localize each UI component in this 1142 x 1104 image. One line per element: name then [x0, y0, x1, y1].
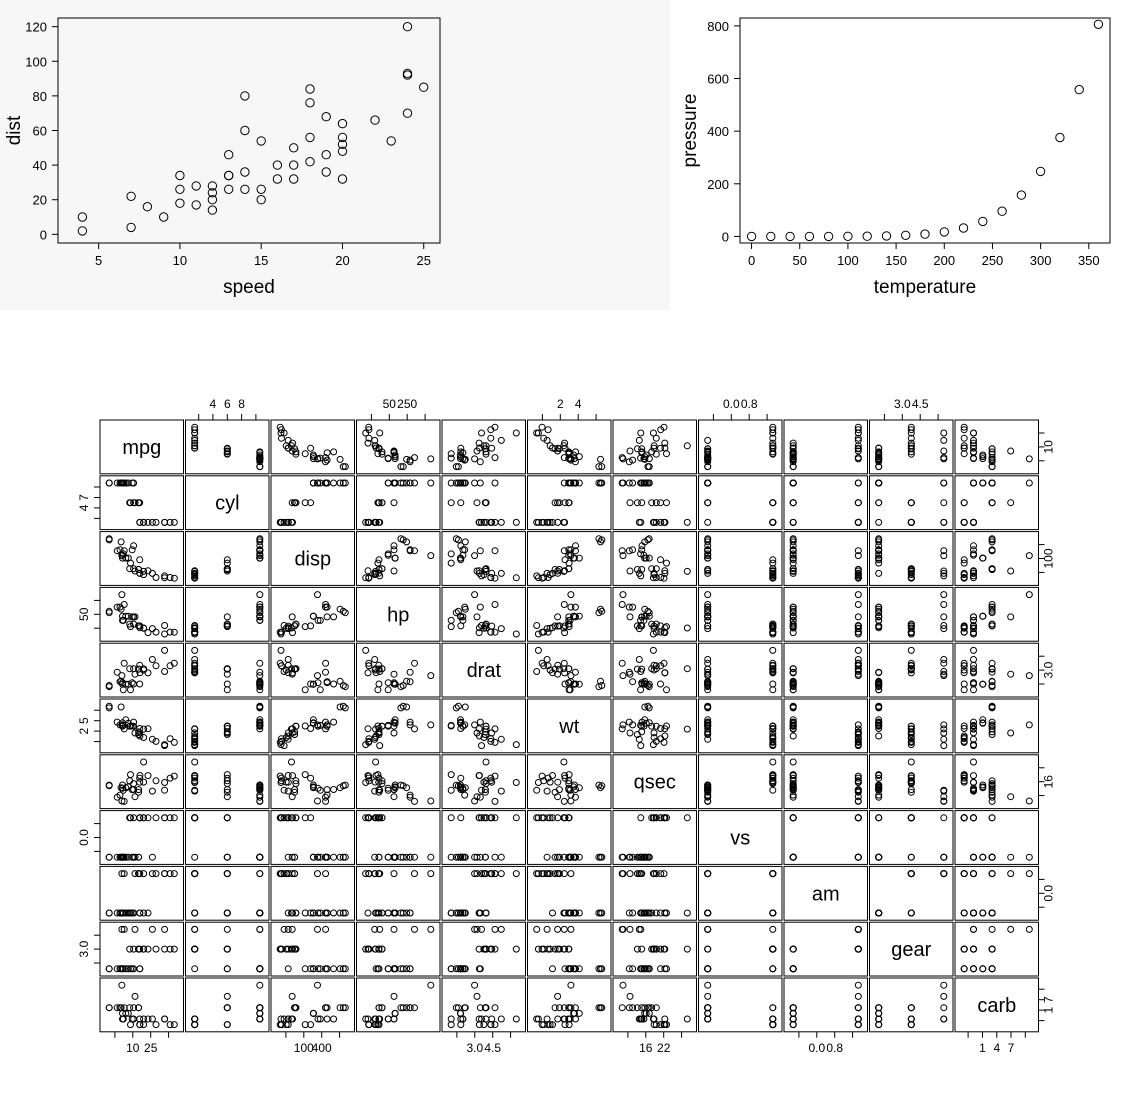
cars-y-tick-label: 100 [25, 54, 47, 70]
pressure-points [747, 20, 1102, 241]
cars-scatter-svg [0, 0, 670, 310]
cars-points [78, 23, 428, 236]
cars-x-tick-label: 20 [335, 253, 350, 268]
pairs-diagonal-label: qsec [633, 771, 676, 794]
pairs-bottom-tick-label: 22 [657, 1040, 671, 1055]
pairs-bottom-tick-label: 0.0 [808, 1040, 826, 1055]
pressure-x-tick-label: 200 [933, 253, 956, 268]
cars-y-tick-label: 120 [25, 19, 47, 35]
pairs-diagonal-label: cyl [215, 492, 240, 515]
pressure-y-tick-label: 600 [707, 71, 729, 87]
pressure-x-axis-title: temperature [873, 277, 977, 298]
cars-y-tick-label: 60 [32, 123, 47, 139]
pairs-left-tick-label: 2 [77, 727, 91, 735]
pairs-scatterplot-matrix-svg [0, 310, 1142, 1104]
pairs-diagonal-label: mpg [122, 436, 162, 459]
pairs-right-tick-label: 100 [1041, 548, 1056, 569]
pairs-matrix-panel [0, 310, 1142, 1104]
cars-y-tick-label: 80 [32, 88, 47, 104]
pairs-top-tick-label: 250 [397, 397, 418, 411]
pairs-bottom-tick-label: 10 [126, 1040, 140, 1055]
cars-y-axis-title: dist [4, 115, 25, 146]
pressure-x-tick-label: 150 [885, 253, 907, 268]
pairs-bottom-tick-label: 4.5 [484, 1040, 502, 1055]
pressure-plot-panel [670, 0, 1142, 310]
cars-plot-panel [0, 0, 670, 310]
pairs-left-tick-label: 4 [77, 504, 91, 512]
pairs-bottom-tick-label: 0.8 [826, 1040, 844, 1055]
pairs-diagonal-label: wt [559, 715, 580, 738]
pressure-y-tick-label: 200 [707, 176, 729, 192]
pairs-bottom-tick-label: 4 [993, 1040, 1001, 1055]
pairs-top-tick-label: 8 [238, 397, 245, 411]
pairs-bottom-tick-label: 25 [144, 1040, 158, 1055]
pairs-right-tick-label: 10 [1041, 440, 1056, 454]
pairs-diagonal-label: vs [730, 827, 751, 850]
cars-y-tick-label: 20 [32, 192, 47, 208]
cars-y-tick-label: 40 [32, 158, 47, 174]
pairs-top-tick-label: 0.8 [740, 397, 758, 411]
pairs-top-tick-label: 50 [382, 397, 396, 411]
pairs-top-tick-label: 6 [223, 397, 231, 411]
pressure-y-tick-label: 0 [721, 229, 729, 245]
pairs-left-tick-label: 0.0 [77, 829, 91, 846]
pairs-bottom-tick-label: 7 [1007, 1040, 1015, 1055]
pairs-left-tick-label: 3.0 [77, 940, 91, 958]
pairs-bottom-tick-label: 1 [979, 1040, 986, 1055]
pairs-bottom-tick-label: 16 [639, 1040, 653, 1055]
pressure-x-tick-label: 50 [792, 253, 807, 268]
pressure-x-tick-label: 250 [981, 253, 1004, 268]
pairs-right-tick-label: 1 [1041, 1006, 1056, 1014]
pairs-diagonal-label: drat [466, 660, 502, 683]
pairs-diagonal-label: hp [387, 604, 410, 627]
pressure-x-tick-label: 0 [747, 253, 756, 268]
cars-x-tick-label: 10 [172, 253, 188, 268]
pressure-plot-frame [740, 18, 1110, 243]
pressure-scatter-svg [670, 0, 1142, 310]
cars-x-tick-label: 5 [95, 253, 103, 268]
pairs-bottom-tick-label: 400 [311, 1040, 332, 1055]
cars-x-tick-label: 15 [253, 253, 269, 268]
pairs-diagonal-label: am [811, 883, 840, 906]
pairs-top-tick-label: 0.0 [722, 397, 740, 411]
pairs-left-tick-label: 5 [77, 717, 91, 725]
pressure-y-axis-title: pressure [680, 93, 701, 168]
pressure-y-tick-label: 400 [707, 124, 729, 140]
pairs-right-tick-label: 3.0 [1041, 661, 1056, 679]
pressure-x-tick-label: 300 [1029, 253, 1052, 268]
pairs-right-tick-label: 0.0 [1041, 884, 1056, 902]
pairs-left-tick-label: 7 [77, 494, 91, 501]
pairs-diagonal-label: gear [891, 939, 932, 962]
pairs-bottom-tick-label: 100 [293, 1040, 314, 1055]
cars-y-tick-label: 0 [39, 227, 47, 243]
cars-x-tick-label: 25 [416, 253, 431, 268]
pairs-diagonal-label: disp [294, 548, 332, 571]
pairs-left-tick-label: 50 [77, 607, 91, 621]
pairs-top-tick-label: 4 [209, 397, 217, 411]
pressure-x-tick-label: 100 [837, 253, 859, 268]
pairs-right-tick-label: 16 [1041, 775, 1056, 789]
pairs-top-tick-label: 2 [556, 397, 564, 411]
pairs-bottom-tick-label: 3.0 [466, 1040, 484, 1055]
pairs-right-tick-label: 7 [1041, 996, 1056, 1004]
pairs-top-tick-label: 4.5 [911, 397, 929, 411]
pairs-top-tick-label: 4 [574, 397, 582, 411]
pressure-x-tick-label: 350 [1077, 253, 1100, 268]
pairs-diagonal-label: carb [977, 994, 1017, 1017]
cars-x-axis-title: speed [223, 277, 275, 298]
pressure-y-tick-label: 800 [707, 18, 729, 34]
pairs-top-tick-label: 3.0 [893, 397, 911, 411]
